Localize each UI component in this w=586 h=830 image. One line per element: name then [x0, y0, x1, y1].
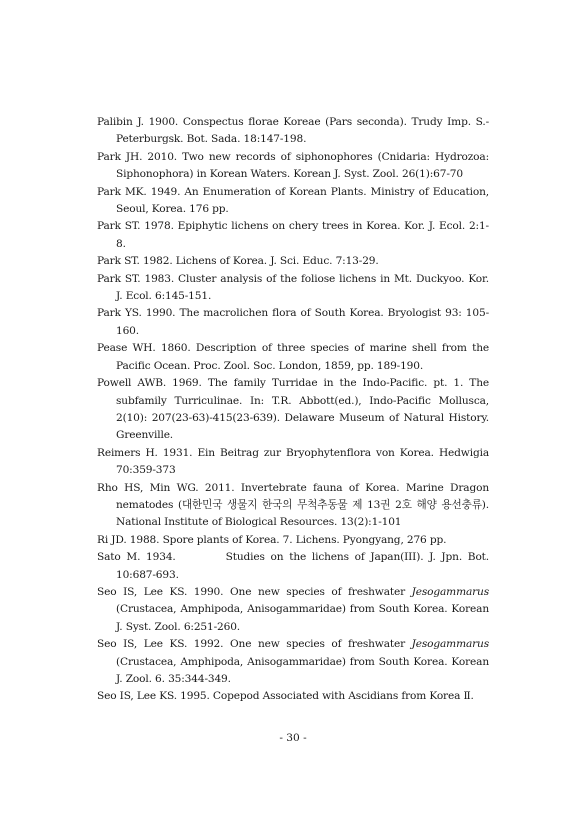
- reference-text: (Crustacea, Amphipoda, Anisogammaridae) from South Korea. Korean J. Zool. 6. 35:344-349.: [116, 655, 489, 685]
- reference-text: (Crustacea, Amphipoda, Anisogammaridae) from South Korea. Korean J. Syst. Zool. 6:251-260.: [116, 603, 489, 633]
- reference-entry: Ri JD. 1988. Spore plants of Korea. 7. Lichens. Pyongyang, 276 pp.: [97, 533, 447, 546]
- genus-name: Jesogammarus: [411, 585, 489, 598]
- genus-name: Jesogammarus: [411, 638, 489, 651]
- reference-list: [97, 114, 489, 706]
- reference-entry: Rho HS, Min WG. 2011. Invertebrate fauna of Korea. Marine Dragon nematodes (대한민국 생물지 한국의 무척추동물 제 13권 2호 해양 용선충류). National Institute of Biological Resources. 13(2):1-101: [97, 481, 489, 529]
- reference-entry: [97, 549, 489, 584]
- reference-text: Seo IS, Lee KS. 1990. One new species of freshwater: [97, 585, 412, 598]
- reference-entry: Park ST. 1978. Epiphytic lichens on chery trees in Korea. Kor. J. Ecol. 2:1-8.: [97, 220, 489, 250]
- reference-text: Seo IS, Lee KS. 1992. One new species of freshwater: [97, 638, 412, 651]
- reference-entry: Palibin J. 1900. Conspectus florae Koreae (Pars seconda). Trudy Imp. S.-Peterburgsk. Bot. Sada. 18:147-198.: [97, 116, 489, 146]
- reference-entry: Seo IS, Lee KS. 1995. Copepod Associated with Ascidians from Korea Ⅱ.: [97, 690, 474, 703]
- reference-entry: Park MK. 1949. An Enumeration of Korean Plants. Ministry of Education, Seoul, Korea. 176 pp.: [97, 185, 489, 216]
- reference-entry: Park ST. 1982. Lichens of Korea. J. Sci. Educ. 7:13-29.: [97, 255, 379, 268]
- reference-entry: Park JH. 2010. Two new records of siphonophores (Cnidaria: Hydrozoa: Siphonophora) in Korean Waters. Korean J. Syst. Zool. 26(1):67-70: [97, 150, 489, 181]
- reference-text: Sato M. 1934.: [97, 551, 176, 564]
- reference-text: Studies on the lichens of Japan(III). J. Jpn. Bot. 10:687-693.: [116, 551, 489, 581]
- page-number: - 30 -: [279, 732, 307, 744]
- reference-entry: Park ST. 1983. Cluster analysis of the foliose lichens in Mt. Duckyoo. Kor. J. Ecol. 6:145-151.: [97, 272, 489, 303]
- reference-entry: Pease WH. 1860. Description of three species of marine shell from the Pacific Ocean. Proc. Zool. Soc. London, 1859, pp. 189-190.: [97, 342, 489, 372]
- reference-entry: [97, 584, 489, 636]
- reference-entry: Park YS. 1990. The macrolichen flora of South Korea. Bryologist 93: 105-160.: [97, 307, 489, 337]
- reference-entry: Reimers H. 1931. Ein Beitrag zur Bryophytenflora von Korea. Hedwigia 70:359-373: [97, 446, 489, 477]
- reference-entry: Powell AWB. 1969. The family Turridae in the Indo-Pacific. pt. 1. The subfamily Turriculinae. In: T.R. Abbott(ed.), Indo-Pacific Mollusca, 2(10): 207(23-63)-415(23-639). Delaware Museum of Natural History. Greenville.: [97, 377, 489, 442]
- reference-entry: [97, 636, 489, 688]
